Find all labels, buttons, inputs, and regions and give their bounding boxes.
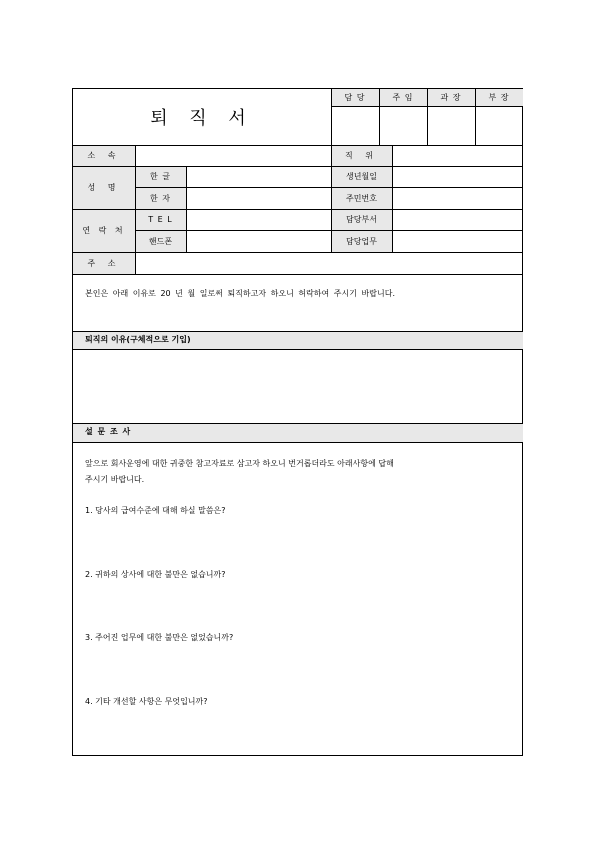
resident-number-field[interactable] <box>393 188 522 208</box>
name-label: 성 명 <box>87 183 121 192</box>
reason-field[interactable] <box>74 350 522 422</box>
resignation-form <box>72 88 523 756</box>
name-korean-field[interactable] <box>187 167 330 186</box>
duty-work-label: 담당업무 <box>346 236 377 246</box>
document-title: 퇴 직 서 <box>150 108 254 129</box>
birth-date-field[interactable] <box>393 167 522 186</box>
resignation-statement: 본인은 아래 이유로 20 년 월 일로써 퇴직하고자 하오니 허락하여 주시기 바랍니다. <box>85 289 395 298</box>
name-korean-label: 한 글 <box>150 172 171 181</box>
survey-answer-1[interactable] <box>85 521 511 563</box>
survey-intro-line1: 앞으로 회사운영에 대한 귀중한 참고자료로 삼고자 하오니 번거롭더라도 아래사항에 답해 <box>85 459 394 468</box>
approval-header-manager: 부 장 <box>488 93 510 102</box>
reason-heading: 퇴직의 이유(구체적으로 기입) <box>85 335 191 344</box>
contact-label: 연 락 처 <box>82 226 126 235</box>
approval-sign-section-chief[interactable] <box>428 107 474 144</box>
name-hanja-field[interactable] <box>187 188 330 208</box>
department-label: 소 속 <box>87 151 121 160</box>
survey-question-3: 3. 주어진 업무에 대한 불만은 없었습니까? <box>85 633 234 642</box>
survey-question-1: 1. 당사의 급여수준에 대해 하실 말씀은? <box>85 506 226 515</box>
approval-header-section-chief: 과 장 <box>440 93 462 102</box>
position-field[interactable] <box>393 146 522 165</box>
department-field[interactable] <box>136 146 330 165</box>
duty-department-field[interactable] <box>393 210 522 229</box>
approval-header-staff: 담 당 <box>344 93 366 102</box>
tel-label: T E L <box>148 215 173 224</box>
duty-work-field[interactable] <box>393 231 522 251</box>
mobile-field[interactable] <box>187 231 330 251</box>
survey-question-2: 2. 귀하의 상사에 대한 불만은 없습니까? <box>85 570 226 579</box>
survey-heading: 설 문 조 사 <box>85 427 132 436</box>
birth-date-label: 생년월일 <box>346 172 377 181</box>
survey-answer-2[interactable] <box>85 585 511 627</box>
mobile-label: 핸드폰 <box>148 236 173 246</box>
approval-sign-manager[interactable] <box>476 107 522 144</box>
resident-number-label: 주민번호 <box>346 193 377 203</box>
survey-question-4: 4. 기타 개선할 사항은 무엇입니까? <box>85 697 208 706</box>
tel-field[interactable] <box>187 210 330 229</box>
address-label: 주 소 <box>87 258 121 268</box>
approval-sign-assistant[interactable] <box>380 107 426 144</box>
name-hanja-label: 한 자 <box>150 193 171 203</box>
approval-sign-staff[interactable] <box>332 107 378 144</box>
address-field[interactable] <box>136 253 522 273</box>
duty-department-label: 담당부서 <box>346 215 377 224</box>
survey-answer-4[interactable] <box>85 712 511 752</box>
survey-answer-3[interactable] <box>85 648 511 690</box>
approval-header-assistant: 주 임 <box>392 93 414 102</box>
survey-intro-line2: 주시기 바랍니다. <box>85 475 145 484</box>
position-label: 직 위 <box>345 151 378 160</box>
